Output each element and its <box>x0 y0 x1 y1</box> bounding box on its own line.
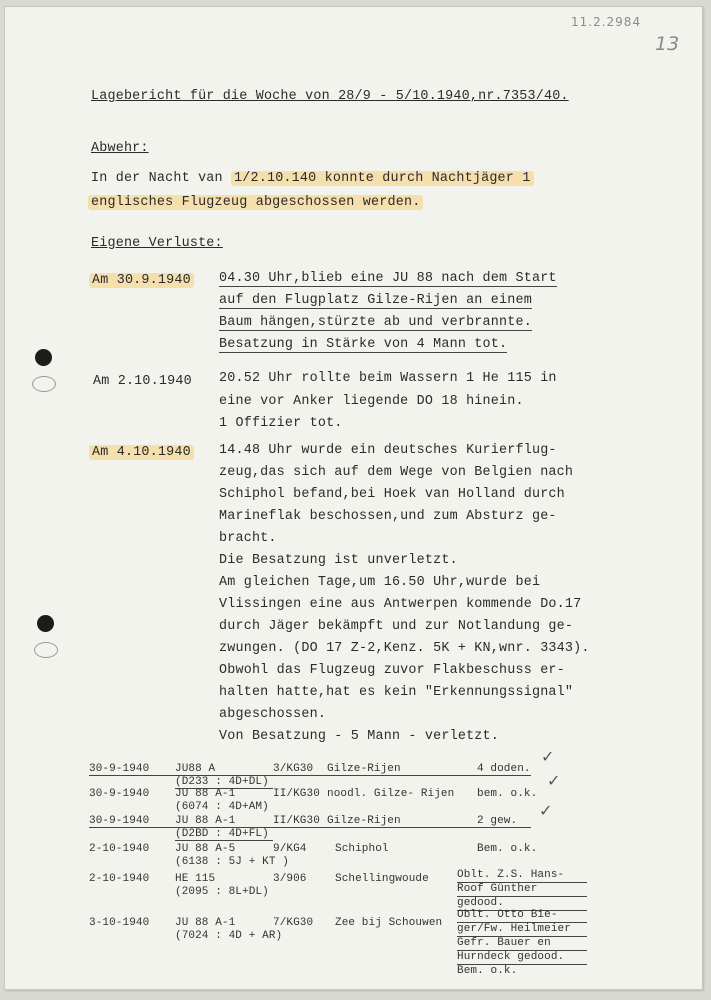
archive-reference: 11.2.2984 <box>571 15 642 29</box>
entry-3-date: Am 4.10.1940 <box>89 445 194 460</box>
table-row-3-code-underline <box>175 840 273 841</box>
result-line: Gefr. Bauer en <box>457 937 587 951</box>
report-title: Lagebericht für die Woche von 28/9 - 5/10.1940,nr.7353/40. <box>91 89 569 104</box>
table-row-2-check: ✓ <box>547 771 561 790</box>
table-row-1-code: (D233 : 4D+DL) <box>175 776 269 788</box>
table-row-6-type: JU 88 A-1 <box>175 917 236 929</box>
table-row-4-place: Schiphol <box>335 843 389 855</box>
table-row-3-place: Gilze-Rijen <box>327 815 401 827</box>
entry-3-line-11: Obwohl das Flugzeug zuvor Flakbeschuss er- <box>219 663 565 678</box>
table-row-6-code: (7024 : 4D + AR) <box>175 930 283 942</box>
abwehr-line-1 <box>91 171 534 186</box>
entry-3-line-1: 14.48 Uhr wurde ein deutsches Kurierflug- <box>219 443 557 458</box>
entry-2-line-1: 20.52 Uhr rollte beim Wassern 1 He 115 in <box>219 371 557 386</box>
entry-2-line-3: 1 Offizier tot. <box>219 416 343 431</box>
table-row-4-result: Bem. o.k. <box>477 843 538 855</box>
table-row-1-place: Gilze-Rijen <box>327 763 401 775</box>
document-page <box>4 6 703 990</box>
entry-3-line-13: abgeschossen. <box>219 707 327 722</box>
table-row-2-unit: II/KG30 <box>273 788 320 800</box>
table-row-4-date: 2-10-1940 <box>89 843 150 855</box>
table-row-2-type: JU 88 A-1 <box>175 788 236 800</box>
table-row-1-date: 30-9-1940 <box>89 763 150 775</box>
result-line: Hurndeck gedood. <box>457 951 587 965</box>
abwehr-highlight-1: 1/2.10.140 konnte durch Nachtjäger 1 <box>231 171 534 186</box>
table-row-6-result <box>457 909 587 978</box>
table-row-5-type: HE 115 <box>175 873 216 885</box>
table-row-4-code: (6138 : 5J + KT ) <box>175 856 289 868</box>
table-row-6-result-text <box>457 909 587 978</box>
table-row-2-code: (6074 : 4D+AM) <box>175 801 269 813</box>
table-row-3-result: 2 gew. <box>477 815 518 827</box>
entry-1-date: Am 30.9.1940 <box>89 273 194 288</box>
entry-1-line-4: Besatzung in Stärke von 4 Mann tot. <box>219 337 508 352</box>
table-row-3-check: ✓ <box>539 801 553 820</box>
losses-heading: Eigene Verluste: <box>91 236 223 251</box>
entry-3-line-5: bracht. <box>219 531 277 546</box>
entry-1-line-2: auf den Flugplatz Gilze-Rijen an einem <box>219 293 532 308</box>
table-row-4-type: JU 88 A-5 <box>175 843 236 855</box>
entry-3-line-4: Marineflak beschossen,und zum Absturz ge- <box>219 509 557 524</box>
table-row-3-date: 30-9-1940 <box>89 815 150 827</box>
entry-3-line-7: Am gleichen Tage,um 16.50 Uhr,wurde bei <box>219 575 541 590</box>
punch-hole-top-ring <box>32 376 56 392</box>
entry-1-line-1: 04.30 Uhr,blieb eine JU 88 nach dem Start <box>219 271 557 286</box>
table-row-1-underline <box>89 775 531 776</box>
abwehr-line-2 <box>88 195 423 210</box>
table-row-5-place: Schellingwoude <box>335 873 429 885</box>
entry-3-line-9: durch Jäger bekämpft und zur Notlandung ge- <box>219 619 574 634</box>
result-line: Oblt. Z.S. Hans- <box>457 869 587 883</box>
result-line: Bem. o.k. <box>457 965 518 977</box>
table-row-5-code: (2095 : 8L+DL) <box>175 886 269 898</box>
table-row-3-underline <box>89 827 531 828</box>
entry-2-date: Am 2.10.1940 <box>93 374 192 389</box>
table-row-5-result <box>457 869 587 911</box>
table-row-3-code: (D2BD : 4D+FL) <box>175 828 269 840</box>
abwehr-line-1-start: In der Nacht van <box>91 171 232 186</box>
table-row-2-place: noodl. Gilze- Rijen <box>327 788 455 800</box>
entry-2-line-2: eine vor Anker liegende DO 18 hinein. <box>219 394 524 409</box>
table-row-1-check: ✓ <box>541 747 555 766</box>
table-row-1-unit: 3/KG30 <box>273 763 314 775</box>
table-row-4-unit: 9/KG4 <box>273 843 307 855</box>
table-row-3-unit: II/KG30 <box>273 815 320 827</box>
entry-3-line-8: Vlissingen eine aus Antwerpen kommende Do.17 <box>219 597 582 612</box>
table-row-6-place: Zee bij Schouwen <box>335 917 443 929</box>
entry-3-line-3: Schiphol befand,bei Hoek van Holland durch <box>219 487 565 502</box>
result-line: ger/Fw. Heilmeier <box>457 923 587 937</box>
table-row-5-result-text <box>457 869 587 911</box>
table-row-1-result: 4 doden. <box>477 763 531 775</box>
page-number: 13 <box>655 33 680 55</box>
result-line: gedood. <box>457 897 587 911</box>
punch-hole-top <box>35 349 52 366</box>
table-row-2-result: bem. o.k. <box>477 788 538 800</box>
result-line: Roof Günther <box>457 883 587 897</box>
table-row-5-date: 2-10-1940 <box>89 873 150 885</box>
punch-hole-bottom-ring <box>34 642 58 658</box>
table-row-5-unit: 3/906 <box>273 873 307 885</box>
entry-3-line-2: zeug,das sich auf dem Wege von Belgien nach <box>219 465 574 480</box>
table-row-6-date: 3-10-1940 <box>89 917 150 929</box>
table-row-3-type: JU 88 A-1 <box>175 815 236 827</box>
result-line: Oblt. Otto Bie- <box>457 909 587 923</box>
punch-hole-bottom <box>37 615 54 632</box>
table-row-2-date: 30-9-1940 <box>89 788 150 800</box>
entry-3-line-6: Die Besatzung ist unverletzt. <box>219 553 458 568</box>
entry-3-line-12: halten hatte,hat es kein "Erkennungssignal" <box>219 685 574 700</box>
entry-3-line-14: Von Besatzung - 5 Mann - verletzt. <box>219 729 500 744</box>
entry-1-line-3: Baum hängen,stürzte ab und verbrannte. <box>219 315 532 330</box>
table-row-6-unit: 7/KG30 <box>273 917 314 929</box>
abwehr-heading: Abwehr: <box>91 141 149 156</box>
table-row-1-type: JU88 A <box>175 763 216 775</box>
abwehr-highlight-2: englisches Flugzeug abgeschossen werden. <box>88 195 423 210</box>
entry-3-line-10: zwungen. (DO 17 Z-2,Kenz. 5K + KN,wnr. 3343). <box>219 641 590 656</box>
